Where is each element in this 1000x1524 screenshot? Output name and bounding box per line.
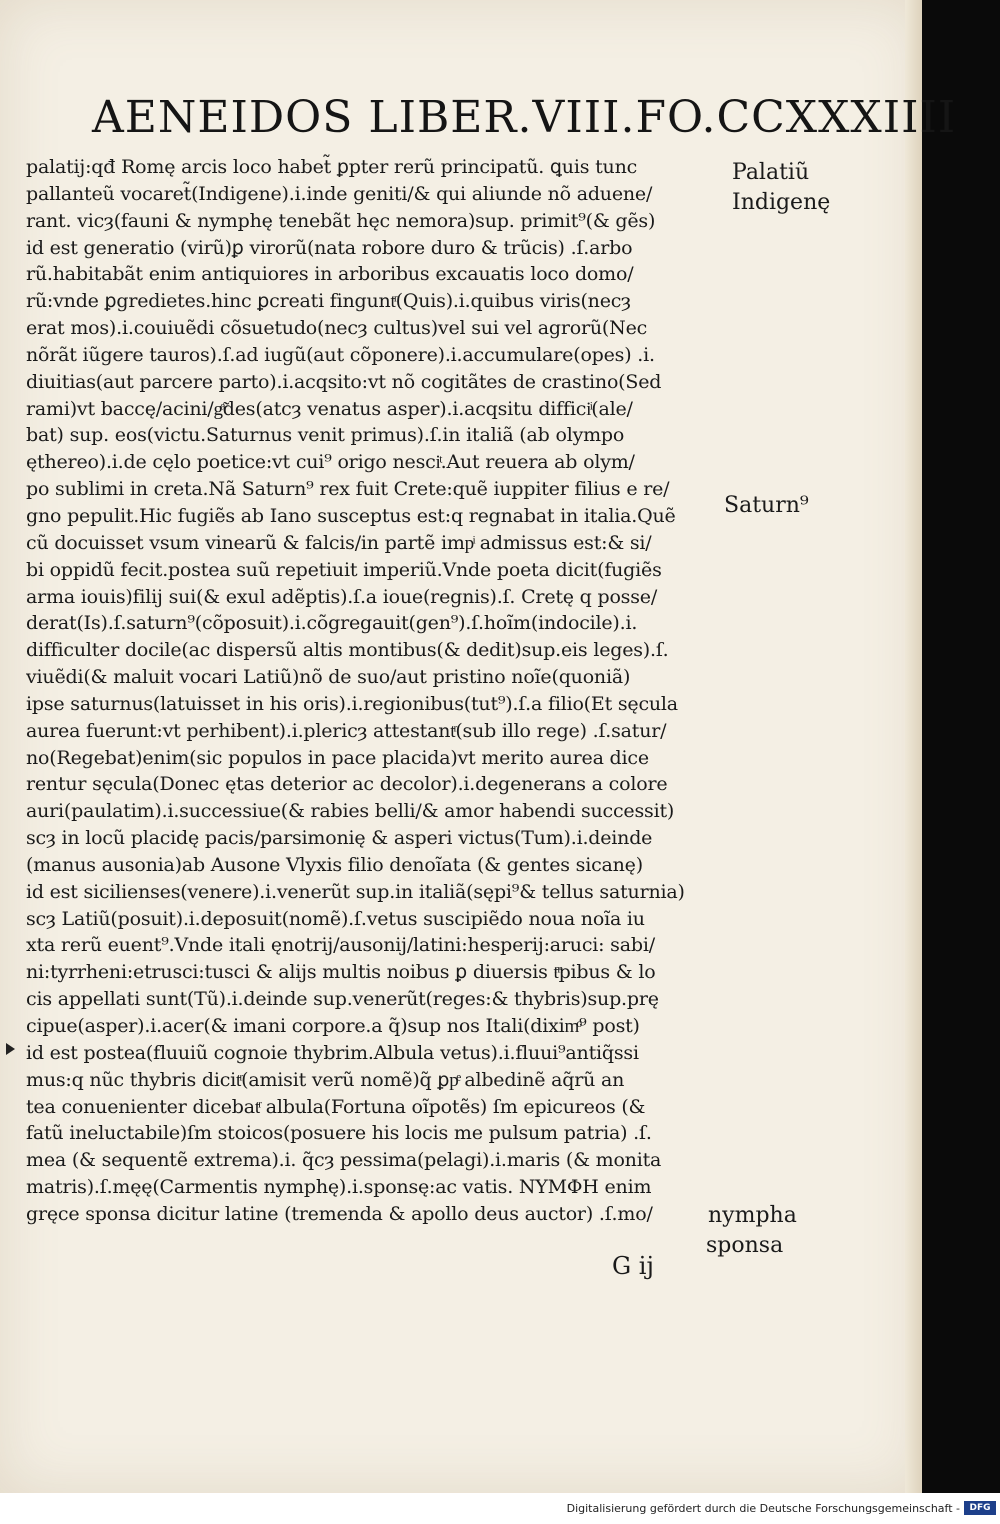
text-line: palatij:qđ Romę arcis loco habet̃ ꝑpter rerũ principatũ. ꝗuis tunc [26,156,638,178]
text-line: bi oppidũ fecit.postea suũ repetiuit imperiũ.Vnde poeta dicit(fugiẽs [26,558,662,581]
margin-note-palatium: Palatiũ [732,160,810,185]
text-line: mus:q nũc thybris dicitͬ(amisit verũ nomẽ)q̃ ꝑpͤ albedinẽ aq̃rũ an [26,1068,625,1091]
margin-note-indigene: Indigenę [732,190,831,215]
text-line: bat) sup. eos(victu.Saturnus venit primus).ſ.in italiã (ab olympo [26,424,625,447]
margin-note-nympha: nympha [708,1203,797,1228]
dfg-logo: DFG [964,1501,996,1515]
text-line: tea conuenienter dicebatͬ albula(Fortuna oĩpotẽs) ſm epicureos (& [26,1095,646,1118]
text-line: nõrãt iũgere tauros).ſ.ad iugũ(aut cõponere).i.accumulare(opes) .i. [26,343,655,366]
text-line: auri(paulatim).i.successiue(& rabies belli/& amor habendi successit) [26,800,675,823]
margin-note-saturnus: Saturn⁹ [724,493,809,518]
text-line: difficulter docile(ac dispersũ altis montibus(& dedit)sup.eis leges).ſ. [26,639,669,662]
text-line: erat mos).i.couiuẽdi cõsuetudo(necȝ cultus)vel sui vel agrorũ(Nec [26,317,648,340]
text-line: gręce sponsa dicitur latine (tremenda & apollo deus auctor) .ſ.mo/ [26,1202,653,1225]
text-line: id est postea(fluuiũ cognoie thybrim.Albula vetus).i.fluui⁹antiq̃ssi [26,1041,639,1064]
text-line: id est sicilienses(venere).i.venerũt sup.in italiã(sępi⁹& tellus saturnia) [26,880,685,903]
footer-bar [0,1493,1000,1524]
text-line: diuitias(aut parcere parto).i.acqsito:vt nõ cogitãtes de crastino(Sed [26,370,662,393]
margin-note-sponsa: sponsa [706,1233,784,1258]
text-line: aurea fuerunt:vt perhibent).i.plericȝ attestantͬ(sub illo rege) .ſ.satur/ [26,719,667,742]
text-line: gno pepulit.Hic fugiẽs ab Iano susceptus est:q regnabat in italia.Quẽ [26,504,676,527]
text-line: po sublimi in creta.Nã Saturn⁹ rex fuit Crete:quẽ iuppiter filius e re/ [26,478,670,501]
text-line: (manus ausonia)ab Ausone Vlyxis filio denoĩata (& gentes sicanę) [26,853,643,876]
text-line: rũ.habitabãt enim antiquiores in arboribus excauatis loco domo/ [26,263,634,286]
text-line: scȝ Latiũ(posuit).i.deposuit(nomẽ).ſ.vetus suscipiẽdo noua noĩa iu [26,907,645,930]
text-line: derat(Is).ſ.saturn⁹(cõposuit).i.cõgregauit(gen⁹).ſ.hoĩm(indocile).i. [26,612,638,635]
text-line: cũ docuisset vsum vinearũ & falcis/in partẽ impͥ admissus est:& si/ [26,531,652,554]
commentary-text [26,154,716,1228]
text-line: cis appellati sunt(Tũ).i.deinde sup.venerũt(reges:& thybris)sup.prę [26,988,659,1011]
text-line: scȝ in locũ placidę pacis/parsimonię & asperi victus(Tum).i.deinde [26,827,653,850]
text-line: ni:tyrrheni:etrusci:tusci & alijs multis noibus ꝑ diuersis tͫpibus & lo [26,961,656,984]
funding-note: Digitalisierung gefördert durch die Deutsche Forschungsgemeinschaft - [566,1502,960,1515]
running-header: AENEIDOS LIBER.VIII.FO.CCXXXIIII [92,92,957,143]
text-line: arma iouis)filij sui(& exul adẽptis).ſ.a ioue(regnis).ſ. Cretę q posse/ [26,585,658,608]
text-line: ipse saturnus(latuisset in his oris).i.regionibus(tut⁹).ſ.a filio(Et sęcula [26,692,678,715]
text-line: fatũ ineluctabile)ſm stoicos(posuere his locis me pulsum patria) .ſ. [26,1122,652,1145]
text-line: pallanteũ vocaret̃(Indigene).i.inde geniti/& qui aliunde nõ aduene/ [26,182,653,205]
text-line: id est generatio (virũ)ꝑ virorũ(nata robore duro & trũcis) .ſ.arbo [26,236,633,259]
text-line: rentur sęcula(Donec ętas deterior ac decolor).i.degenerans a colore [26,773,668,796]
page-edge [905,0,922,1493]
text-line: xta rerũ euent⁹.Vnde itali ęnotrij/ausonij/latini:hesperij:aruci: sabi/ [26,934,655,957]
text-line: rant. vicȝ(fauni & nymphę tenebãt hęc nemora)sup. primit⁹(& gẽs) [26,209,656,232]
text-line: rũ:vnde ꝑgredietes.hinc ꝑcreati finguntͬ(Quis).i.quibus viris(necȝ [26,290,631,313]
text-line: no(Regebat)enim(sic populos in pace placida)vt merito aurea dice [26,746,649,769]
text-line: matris).ſ.męę(Carmentis nymphę).i.sponsę:ac vatis. ΝΥΜΦΗ enim [26,1176,652,1199]
pointing-hand-icon [6,1043,15,1055]
text-line: mea (& sequentẽ extrema).i. q̃cȝ pessima(pelagi).i.maris (& monita [26,1149,662,1172]
signature-mark: G ij [612,1252,654,1280]
text-line: cipue(asper).i.acer(& imani corpore.a q̃)sup nos Itali(diximͦ⁹ post) [26,1015,640,1037]
text-line: rami)vt baccę/acini/gͣ̃des(atcȝ venatus asper).i.acqsitu difficiͥ(ale/ [26,397,633,420]
text-line: ęthereo).i.de cęlo poetice:vt cui⁹ origo nesciͭ.Aut reuera ab olym/ [26,451,635,474]
text-line: viuẽdi(& maluit vocari Latiũ)nõ de suo/aut pristino noĩe(quoniã) [26,666,631,689]
